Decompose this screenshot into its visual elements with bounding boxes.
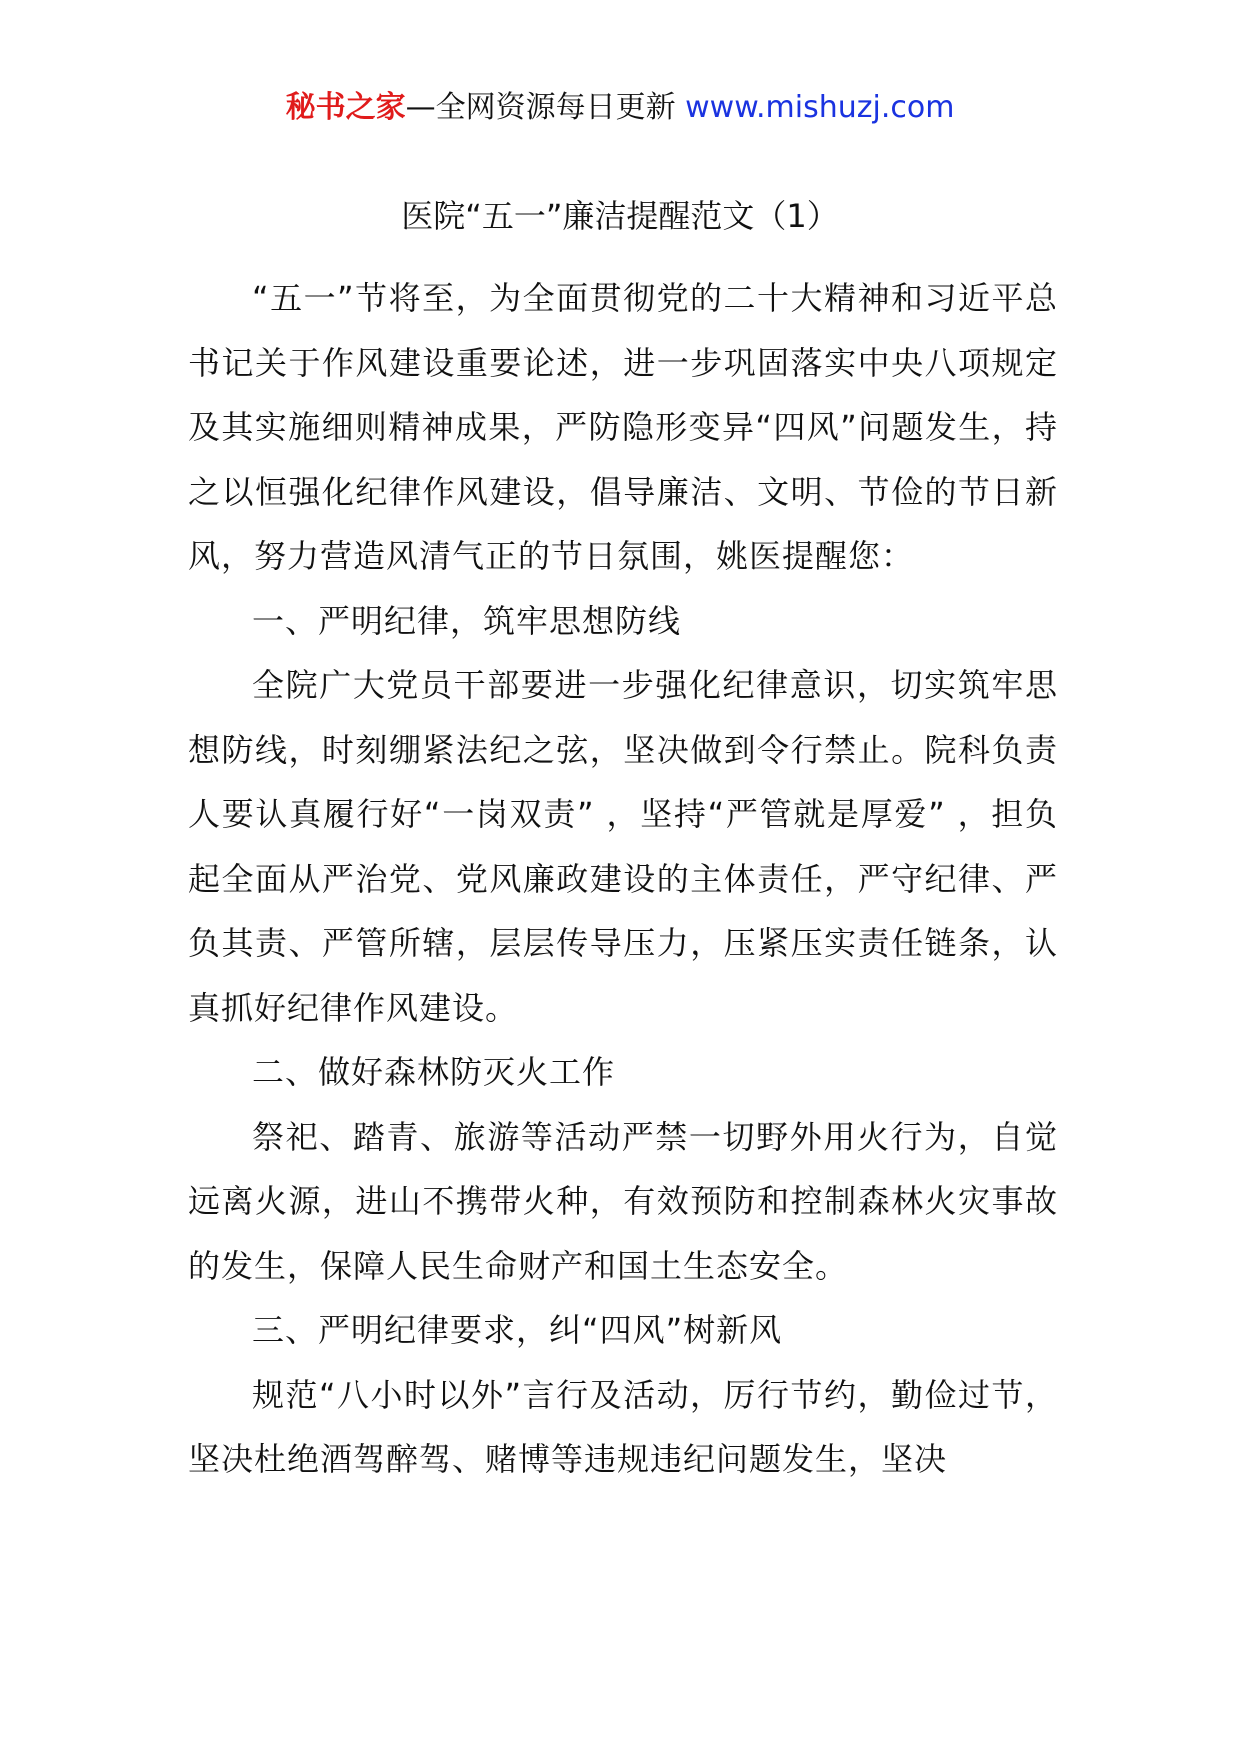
body-paragraph-1: 全院广大党员干部要进一步强化纪律意识，切实筑牢思想防线，时刻绷紧法纪之弦，坚决做到令行禁止。院科负责人要认真履行好“一岗双责” ，坚持“严管就是厚爱” ，担负起全面从严治党、党风廉政建设的主体责任，严守纪律、严负其责、严管所辖，层层传导压力，压紧压实责任链条，认真抓好纪律作风建设。: [188, 666, 1058, 1027]
body-paragraph-2: 祭祀、踏青、旅游等活动严禁一切野外用火行为，自觉远离火源，进山不携带火种，有效预防和控制森林火灾事故的发生，保障人民生命财产和国土生态安全。: [188, 1117, 1058, 1285]
site-url: www.mishuzj.com: [685, 90, 955, 125]
body-paragraph-3: 规范“八小时以外”言行及活动，厉行节约，勤俭过节，坚决杜绝酒驾醉驾、赌博等违规违纪问题发生，坚决: [188, 1375, 1058, 1478]
section-heading-1: 一、严明纪律，筑牢思想防线: [252, 601, 682, 640]
document-body: [188, 266, 1058, 1492]
site-header: [0, 86, 1240, 130]
section-heading-2: 二、做好森林防灭火工作: [252, 1053, 616, 1091]
section-heading-3: 三、严明纪律要求，纠“四风”树新风: [252, 1311, 783, 1349]
body-paragraph-intro: “五一”节将至，为全面贯彻党的二十大精神和习近平总书记关于作风建设重要论述，进一步巩固落实中央八项规定及其实施细则精神成果，严防隐形变异“四风”问题发生，持之以恒强化纪律作风建设，倡导廉洁、文明、节俭的节日新风，努力营造风清气正的节日氛围，姚医提醒您：: [188, 279, 1058, 575]
site-tagline: —全网资源每日更新: [405, 90, 686, 125]
site-brand: 秘书之家: [285, 90, 406, 125]
document-title: 医院“五一”廉洁提醒范文（1）: [401, 197, 839, 235]
